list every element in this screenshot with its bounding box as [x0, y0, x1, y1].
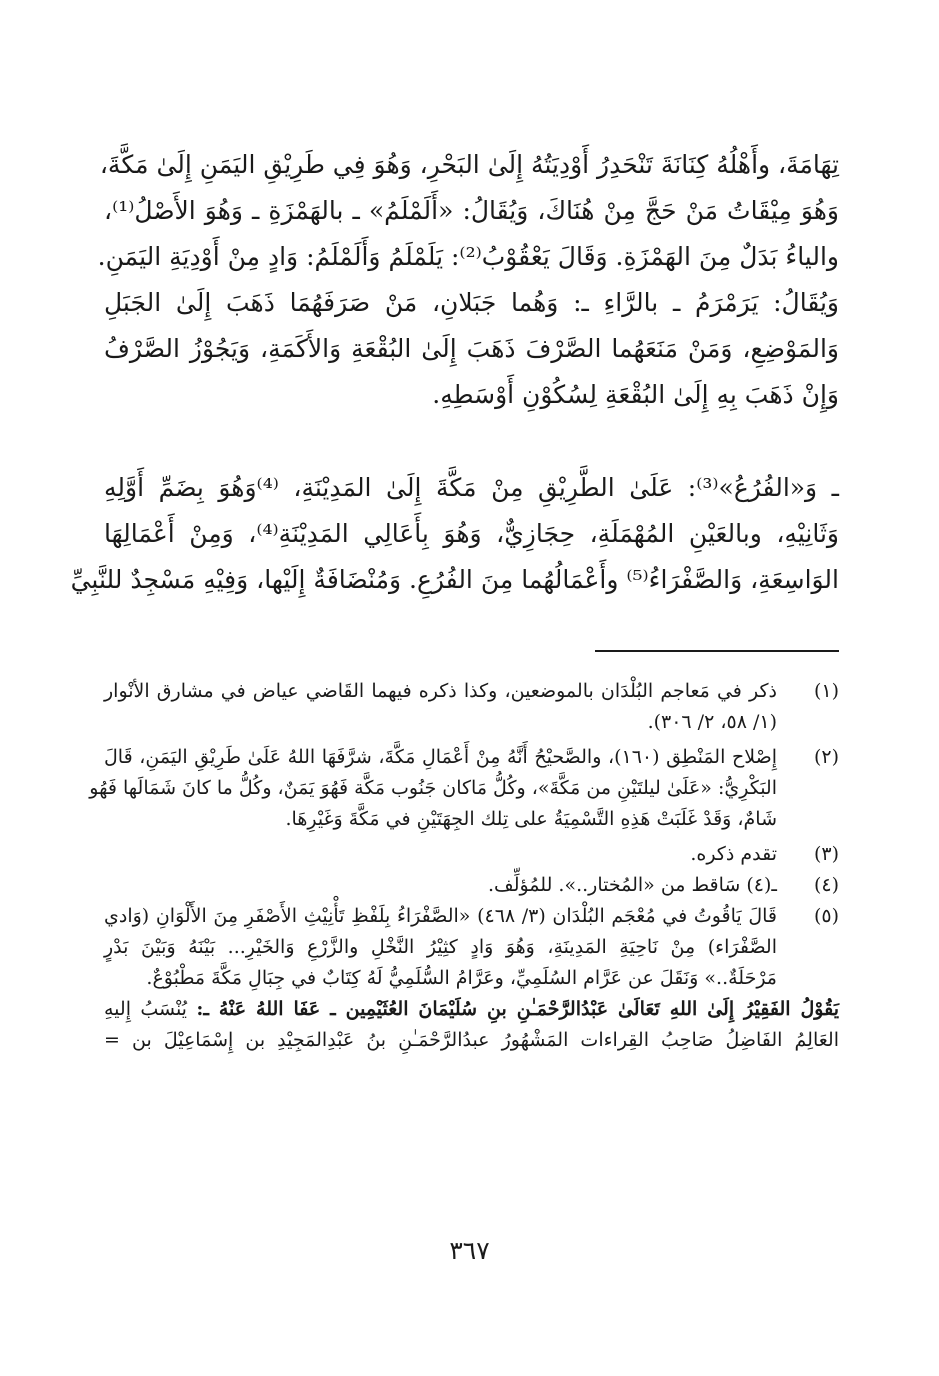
- footnote-line: (١/ ٥٨، ٢/ ٣٠٦).: [647, 711, 777, 733]
- main-line: وَيُقَالُ: يَرَمْرَمُ ـ بالرَّاءِ ـ: وَهُما جَبَلانِ، مَنْ صَرَفَهُمَا ذَهَبَ إِلَىٰ الجَبَلِ: [104, 288, 839, 317]
- footnote-number: (٢): [813, 746, 839, 768]
- paragraph-gap: [104, 418, 839, 465]
- footnote-line: العَالِمُ الفَاضِلُ صَاحِبُ القِراءات المَشْهُورُ عبدُالرَّحْمَـٰنِ بنُ عَبْدِالمَجِيْدِ بن إِسْمَاعِيْلَ بن =: [104, 1029, 839, 1051]
- footnote: [89, 742, 839, 835]
- footnote-line: تقدم ذكره.: [690, 843, 777, 865]
- footnote: [104, 870, 839, 901]
- page-number: ٣٦٧: [449, 1236, 490, 1265]
- editor-note-text: يُنْسَبُ إِليهِ: [104, 998, 187, 1020]
- main-line: وَالمَوْضِعِ، وَمَنْ مَنَعَهُما الصَّرْفَ ذَهَبَ إِلَىٰ البُقْعَةِ وَالأَكَمَةِ، وَيَجُوْزُ الصَّرْفُ: [104, 334, 839, 363]
- footnotes: [89, 676, 840, 1056]
- main-line: تِهَامَةَ، وأَهْلُهُ كِنَانَةَ تَنْحَدِرُ أَوْدِيَتُهُ إِلَىٰ البَحْرِ، وَهُوَ فِي طَرِيْقِ اليَمَنِ إِلَىٰ مَكَّةَ،: [99, 150, 839, 179]
- footnote-separator: [595, 650, 839, 652]
- footnote-line: [104, 994, 839, 1025]
- main-line: وَهُوَ مِيْقَاتُ مَنْ حَجَّ مِنْ هُنَاكَ، وَيُقَالُ: «أَلَمْلَمُ» ـ بالهَمْزَةِ ـ وَهُوَ الأَصْلُ⁽¹⁾،: [104, 196, 839, 225]
- footnote: [104, 901, 839, 1056]
- footnote-number: (٤): [813, 874, 839, 896]
- footnote-line: مَرْحَلَةٌ..» وَنَقَلَ عن عَرَّام السُلَمِيِّ، وعَرَّامُ السُّلَمِيُّ لَهُ كِتَابٌ في جِبَالِ مَكَّةَ مَطْبُوْعٌ.: [146, 967, 777, 989]
- main-line: وَثَانِيْهِ، وبالعَيْنِ المُهْمَلَةِ، حِجَازِيٌّ، وَهُوَ بِأَعَالِي المَدِيْنَةِ⁽⁴⁾، وَمِنْ أَعْمَالِهَا: [104, 519, 839, 548]
- main-text: [70, 142, 839, 603]
- main-line: ـ وَ«الفُرُعُ»⁽³⁾: عَلَىٰ الطَّرِيْقِ مِنْ مَكَّةَ إِلَىٰ المَدِيْنَةِ، ⁽⁴⁾وَهُوَ بِضَمِّ أَوَّلِهِ: [104, 473, 839, 502]
- footnote-line: ذكر في مَعاجم البُلْدَان بالموضعين، وكذا ذكره فيهما القَاضي عياض في مشارق الأنْوار: [104, 680, 777, 702]
- main-line: والياءُ بَدَلٌ مِنَ الهَمْزَةِ. وَقَالَ يَعْقُوْبُ⁽²⁾: يَلَمْلَمُ وَأَلَمْلَمُ: وَادٍ مِنْ أَوْدِيَةِ اليَمَنِ.: [97, 242, 839, 271]
- main-line: وَإِنْ ذَهَبَ بِهِ إِلَىٰ البُقْعَةِ لِسُكُوْنِ أَوْسَطِهِ.: [432, 380, 839, 409]
- footnote-line: شَامٌ، وَقَدْ غَلَبَتْ هَذِهِ التَّسْمِيَةُ على تِلك الجِهَتَيْنِ في مَكَّةَ وَغَيْرِهَا.: [285, 808, 777, 830]
- footnote-line: إِصْلاح المَنْطِق (١٦٠)، والصَّحيْحُ أَنَّهُ مِنْ أَعْمَالِ مَكَّةَ، شرَّفَهَا اللهُ عَلَىٰ طَرِيْقِ اليَمَنِ، قَالَ: [104, 746, 777, 768]
- footnote-number: (٥): [813, 905, 839, 927]
- footnote-line: قَالَ يَاقُوتُ في مُعْجَم البُلْدَان (٣/ ٤٦٨) «الصَّفْرَاءُ بِلَفْظِ تَأْنِيْثِ الأَصْفَرِ مِنَ الأَلْوَانِ (وَادي: [104, 905, 777, 927]
- editor-note: [104, 994, 839, 1056]
- footnote: [104, 676, 839, 738]
- footnote-line: الصَّفْرَاء) مِنْ نَاحِيَةِ المَدِينَةِ، وَهُوَ وَادٍ كثِيْرُ النَّخْلِ والزَّرْعِ وَالخَيْرِ... بَيْنَهُ وَبَيْنَ بَدْرٍ: [104, 936, 777, 958]
- editor-attribution: يَقُوْلُ الفَقِيْرُ إِلَىٰ اللهِ تَعَالَىٰ عَبْدُالرَّحْمَـٰنِ بنِ سُلَيْمَانَ العُثَيْمِين ـ عَفَا اللهُ عَنْهُ ـ:: [196, 998, 840, 1020]
- footnote-number: (٣): [813, 843, 839, 865]
- footnote: [104, 839, 839, 870]
- main-line: الوَاسِعَةِ، وَالصَّفْرَاءُ⁽⁵⁾ وأَعْمَالُهُما مِنَ الفُرُعِ. وَمُنْضَافَةٌ إِلَيْها، وَفِيْهِ مَسْجِدٌ للنَّبِيِّ: [70, 565, 839, 594]
- footnote-number: (١): [813, 680, 839, 702]
- footnote-line: البَكْرِيُّ: «عَلَىٰ ليلتَيْنِ من مَكَّةَ»، وكُلُّ مَاكان جَنُوب مَكَّة فَهُوَ يَمَنٌ، وكُلُّ ما كانَ شَمَالَها فَهُو: [89, 777, 777, 799]
- footnote-line: ـ(٤) سَاقط من «المُختار..». للمُؤلِّف.: [488, 874, 777, 896]
